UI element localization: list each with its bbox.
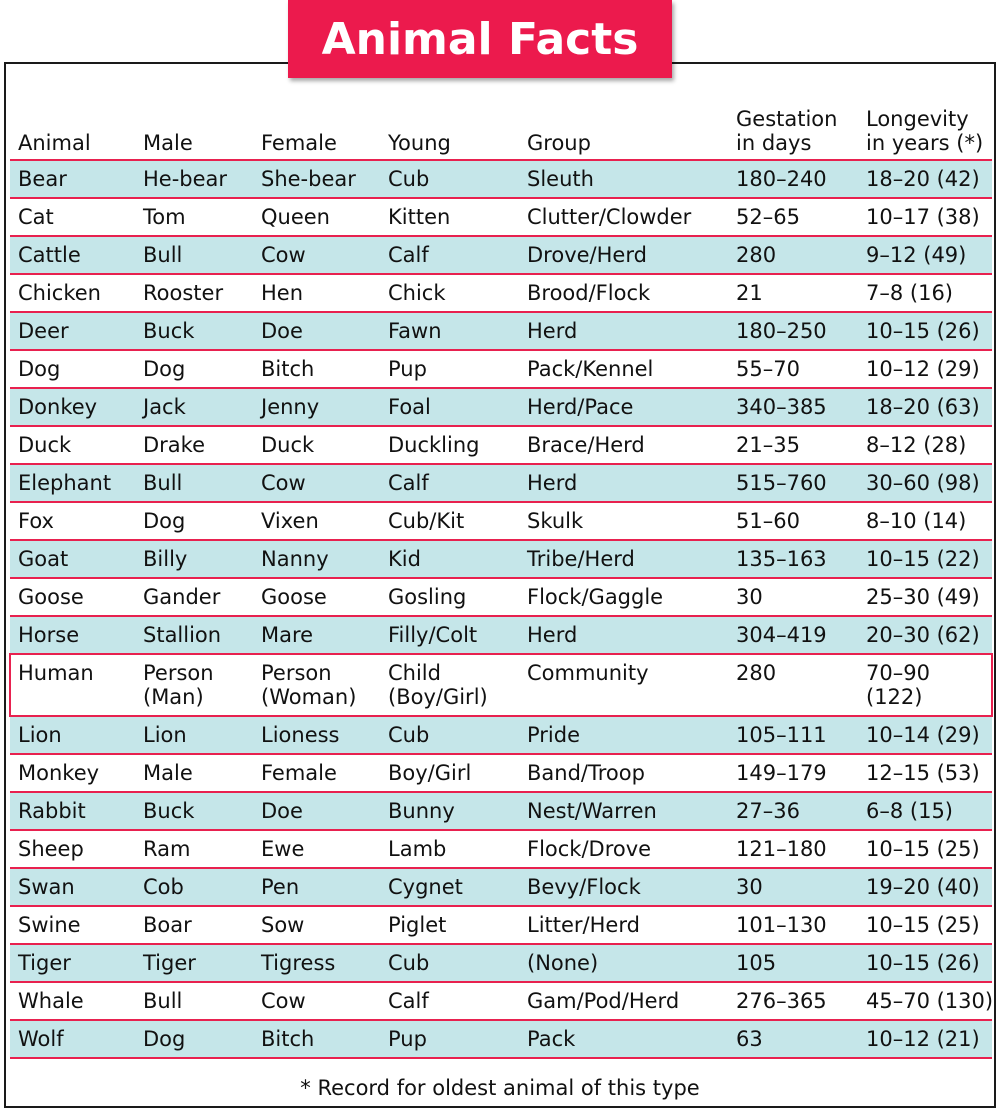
cell-young: Cub — [380, 160, 519, 198]
cell-group: Herd — [519, 464, 728, 502]
cell-female: Hen — [261, 281, 304, 305]
table-row — [10, 944, 992, 982]
cell-female: Duck — [261, 433, 315, 457]
cell-young: Chick — [388, 281, 446, 305]
table-row — [10, 754, 992, 792]
cell-longevity: 10–15 (25) — [866, 837, 980, 861]
cell-longevity: 70–90 (122) — [866, 661, 930, 709]
cell-male: Drake — [143, 433, 206, 457]
cell-animal: Wolf — [10, 1020, 135, 1058]
column-header-female: Female — [261, 131, 337, 155]
column-header-longevity — [858, 64, 992, 160]
cell-male: Dog — [135, 1020, 253, 1058]
cell-animal: Goose — [18, 585, 84, 609]
cell-animal: Tiger — [10, 944, 135, 982]
cell-longevity: 25–30 (49) — [866, 585, 980, 609]
cell-gestation: 515–760 — [728, 464, 858, 502]
cell-young: Duckling — [388, 433, 480, 457]
cell-young — [380, 654, 519, 716]
column-header-gestation-line2: in days — [736, 131, 812, 155]
cell-female: Cow — [253, 236, 380, 274]
cell-gestation: 30 — [736, 585, 763, 609]
cell-group: Band/Troop — [527, 761, 645, 785]
cell-gestation: 149–179 — [736, 761, 827, 785]
cell-female: Pen — [253, 868, 380, 906]
cell-male-line2: (Man) — [143, 685, 204, 709]
cell-animal: Dog — [18, 357, 61, 381]
cell-gestation: 27–36 — [728, 792, 858, 830]
cell-animal: Goat — [10, 540, 135, 578]
cell-longevity: 6–8 (15) — [858, 792, 992, 830]
cell-longevity: 18–20 (42) — [858, 160, 992, 198]
cell-young: Foal — [380, 388, 519, 426]
cell-young: Cygnet — [380, 868, 519, 906]
cell-animal: Monkey — [18, 761, 100, 785]
cell-animal: Sheep — [18, 837, 84, 861]
cell-male: Male — [143, 761, 193, 785]
cell-longevity: 18–20 (63) — [858, 388, 992, 426]
cell-group: Sleuth — [519, 160, 728, 198]
page-title: Animal Facts — [321, 13, 639, 65]
table-row — [10, 350, 992, 388]
cell-gestation: 55–70 — [736, 357, 800, 381]
cell-longevity: 10–15 (26) — [858, 944, 992, 982]
animal-facts-table — [10, 64, 992, 1059]
cell-animal: Horse — [10, 616, 135, 654]
cell-animal: Fox — [18, 509, 54, 533]
cell-young: Calf — [388, 989, 429, 1013]
cell-female: Lioness — [253, 716, 380, 754]
cell-male — [135, 654, 253, 716]
cell-female: Goose — [261, 585, 327, 609]
cell-gestation: 51–60 — [736, 509, 800, 533]
cell-longevity: 7–8 (16) — [866, 281, 954, 305]
cell-group: Gam/Pod/Herd — [527, 989, 680, 1013]
cell-male: Bull — [135, 464, 253, 502]
cell-female: Doe — [253, 312, 380, 350]
cell-male: Tiger — [135, 944, 253, 982]
cell-animal: Elephant — [10, 464, 135, 502]
cell-gestation: 276–365 — [736, 989, 827, 1013]
cell-female: Bitch — [261, 357, 315, 381]
cell-animal: Swan — [10, 868, 135, 906]
cell-young: Pup — [380, 1020, 519, 1058]
cell-young: Cub — [380, 944, 519, 982]
cell-gestation: 280 — [736, 661, 777, 685]
cell-animal: Donkey — [10, 388, 135, 426]
cell-group: (None) — [519, 944, 728, 982]
cell-gestation: 105 — [728, 944, 858, 982]
cell-male: He-bear — [135, 160, 253, 198]
cell-young: Fawn — [380, 312, 519, 350]
cell-female: Ewe — [261, 837, 305, 861]
cell-young: Gosling — [388, 585, 467, 609]
cell-longevity: 10–12 (21) — [858, 1020, 992, 1058]
column-header-gestation-line1: Gestation — [736, 107, 838, 131]
column-header-young: Young — [388, 131, 451, 155]
cell-gestation: 21–35 — [736, 433, 800, 457]
cell-female: Mare — [253, 616, 380, 654]
cell-female: Bitch — [253, 1020, 380, 1058]
cell-male: Boar — [143, 913, 192, 937]
cell-longevity: 19–20 (40) — [858, 868, 992, 906]
cell-young: Calf — [380, 236, 519, 274]
cell-longevity: 10–14 (29) — [858, 716, 992, 754]
cell-male: Stallion — [135, 616, 253, 654]
cell-animal: Duck — [18, 433, 72, 457]
cell-young: Bunny — [380, 792, 519, 830]
table-row — [10, 792, 992, 830]
cell-animal: Cattle — [10, 236, 135, 274]
table-row — [10, 716, 992, 754]
table-row — [10, 312, 992, 350]
cell-longevity: 30–60 (98) — [858, 464, 992, 502]
table-body — [10, 160, 992, 1058]
cell-group: Drove/Herd — [519, 236, 728, 274]
cell-male: Bull — [135, 236, 253, 274]
cell-young: Cub — [380, 716, 519, 754]
cell-longevity: 10–12 (29) — [866, 357, 980, 381]
cell-animal: Human — [18, 661, 94, 685]
table-row — [10, 982, 992, 1020]
table-row — [10, 578, 992, 616]
cell-animal: Rabbit — [10, 792, 135, 830]
cell-longevity: 8–10 (14) — [866, 509, 967, 533]
cell-female: Cow — [253, 464, 380, 502]
cell-group: Herd/Pace — [519, 388, 728, 426]
cell-longevity: 45–70 (130) — [866, 989, 994, 1013]
table-row — [10, 198, 992, 236]
table-row — [10, 868, 992, 906]
cell-gestation: 105–111 — [728, 716, 858, 754]
table-row — [10, 388, 992, 426]
footnote: * Record for oldest animal of this type — [300, 1076, 700, 1100]
table-row — [10, 1020, 992, 1058]
cell-female — [253, 654, 380, 716]
cell-longevity: 8–12 (28) — [866, 433, 967, 457]
column-header-group: Group — [527, 131, 591, 155]
cell-male: Rooster — [143, 281, 224, 305]
cell-gestation: 304–419 — [728, 616, 858, 654]
table-row — [10, 502, 992, 540]
cell-female: Queen — [261, 205, 330, 229]
cell-young: Filly/Colt — [380, 616, 519, 654]
table-row — [10, 160, 992, 198]
cell-group: Pack — [519, 1020, 728, 1058]
cell-young-line1: Child — [388, 661, 441, 685]
table-row — [10, 464, 992, 502]
cell-gestation: 180–250 — [728, 312, 858, 350]
cell-animal: Chicken — [18, 281, 101, 305]
cell-gestation: 280 — [728, 236, 858, 274]
cell-gestation: 21 — [736, 281, 763, 305]
cell-gestation: 30 — [728, 868, 858, 906]
cell-male: Billy — [135, 540, 253, 578]
cell-group: Herd — [519, 616, 728, 654]
cell-animal: Bear — [10, 160, 135, 198]
cell-male: Bull — [143, 989, 183, 1013]
cell-group: Clutter/Clowder — [527, 205, 692, 229]
table-row — [10, 426, 992, 464]
column-header-gestation — [728, 64, 858, 160]
cell-female: Nanny — [253, 540, 380, 578]
cell-gestation: 121–180 — [736, 837, 827, 861]
header-row — [10, 64, 992, 160]
cell-male: Lion — [135, 716, 253, 754]
cell-male: Dog — [143, 509, 186, 533]
cell-male: Cob — [135, 868, 253, 906]
cell-longevity: 10–15 (26) — [858, 312, 992, 350]
cell-group: Brace/Herd — [527, 433, 645, 457]
cell-young: Lamb — [388, 837, 447, 861]
cell-female: Vixen — [261, 509, 319, 533]
cell-group: Skulk — [527, 509, 584, 533]
cell-female: She-bear — [253, 160, 380, 198]
cell-gestation: 101–130 — [736, 913, 827, 937]
table-frame — [4, 62, 996, 1108]
column-header-male: Male — [143, 131, 193, 155]
cell-gestation: 135–163 — [728, 540, 858, 578]
cell-longevity: 10–17 (38) — [866, 205, 980, 229]
cell-group: Bevy/Flock — [519, 868, 728, 906]
cell-male: Tom — [143, 205, 186, 229]
cell-animal: Deer — [10, 312, 135, 350]
cell-group: Flock/Drove — [527, 837, 652, 861]
column-header-longevity-line2: in years (*) — [866, 131, 984, 155]
cell-male: Buck — [135, 312, 253, 350]
cell-male: Jack — [135, 388, 253, 426]
table-row — [10, 274, 992, 312]
cell-group: Community — [527, 661, 649, 685]
cell-male: Dog — [143, 357, 186, 381]
cell-group: Herd — [519, 312, 728, 350]
cell-animal: Lion — [10, 716, 135, 754]
cell-young: Calf — [380, 464, 519, 502]
cell-female: Jenny — [253, 388, 380, 426]
cell-group: Pack/Kennel — [527, 357, 654, 381]
cell-group: Tribe/Herd — [519, 540, 728, 578]
table-row — [10, 906, 992, 944]
table-row — [10, 540, 992, 578]
cell-longevity: 12–15 (53) — [866, 761, 980, 785]
cell-male-line1: Person — [143, 661, 214, 685]
cell-male: Buck — [135, 792, 253, 830]
cell-longevity: 10–15 (25) — [866, 913, 980, 937]
table-row — [10, 830, 992, 868]
cell-group: Litter/Herd — [527, 913, 640, 937]
cell-female: Female — [261, 761, 337, 785]
cell-young: Pup — [388, 357, 427, 381]
cell-female: Cow — [261, 989, 306, 1013]
cell-female: Sow — [261, 913, 305, 937]
cell-group: Flock/Gaggle — [527, 585, 664, 609]
title-banner — [288, 0, 672, 78]
cell-animal: Cat — [18, 205, 54, 229]
cell-female-line2: (Woman) — [261, 685, 357, 709]
cell-gestation: 340–385 — [728, 388, 858, 426]
cell-young-line2: (Boy/Girl) — [388, 685, 488, 709]
cell-female-line1: Person — [261, 661, 332, 685]
cell-group: Brood/Flock — [527, 281, 651, 305]
column-header-animal: Animal — [18, 131, 91, 155]
cell-young: Cub/Kit — [388, 509, 465, 533]
cell-group: Nest/Warren — [519, 792, 728, 830]
cell-longevity: 9–12 (49) — [858, 236, 992, 274]
cell-female: Doe — [253, 792, 380, 830]
cell-male: Gander — [143, 585, 221, 609]
cell-male: Ram — [143, 837, 191, 861]
cell-young: Kid — [380, 540, 519, 578]
cell-animal: Swine — [18, 913, 81, 937]
table-row — [10, 654, 992, 716]
cell-young: Kitten — [388, 205, 451, 229]
table-row — [10, 236, 992, 274]
cell-young: Piglet — [388, 913, 447, 937]
column-header-longevity-line1: Longevity — [866, 107, 969, 131]
cell-gestation: 52–65 — [736, 205, 800, 229]
cell-group: Pride — [519, 716, 728, 754]
cell-gestation: 180–240 — [728, 160, 858, 198]
cell-female: Tigress — [253, 944, 380, 982]
cell-longevity: 20–30 (62) — [858, 616, 992, 654]
cell-longevity: 10–15 (22) — [858, 540, 992, 578]
table-row — [10, 616, 992, 654]
cell-animal: Whale — [18, 989, 84, 1013]
cell-young: Boy/Girl — [388, 761, 472, 785]
cell-gestation: 63 — [728, 1020, 858, 1058]
